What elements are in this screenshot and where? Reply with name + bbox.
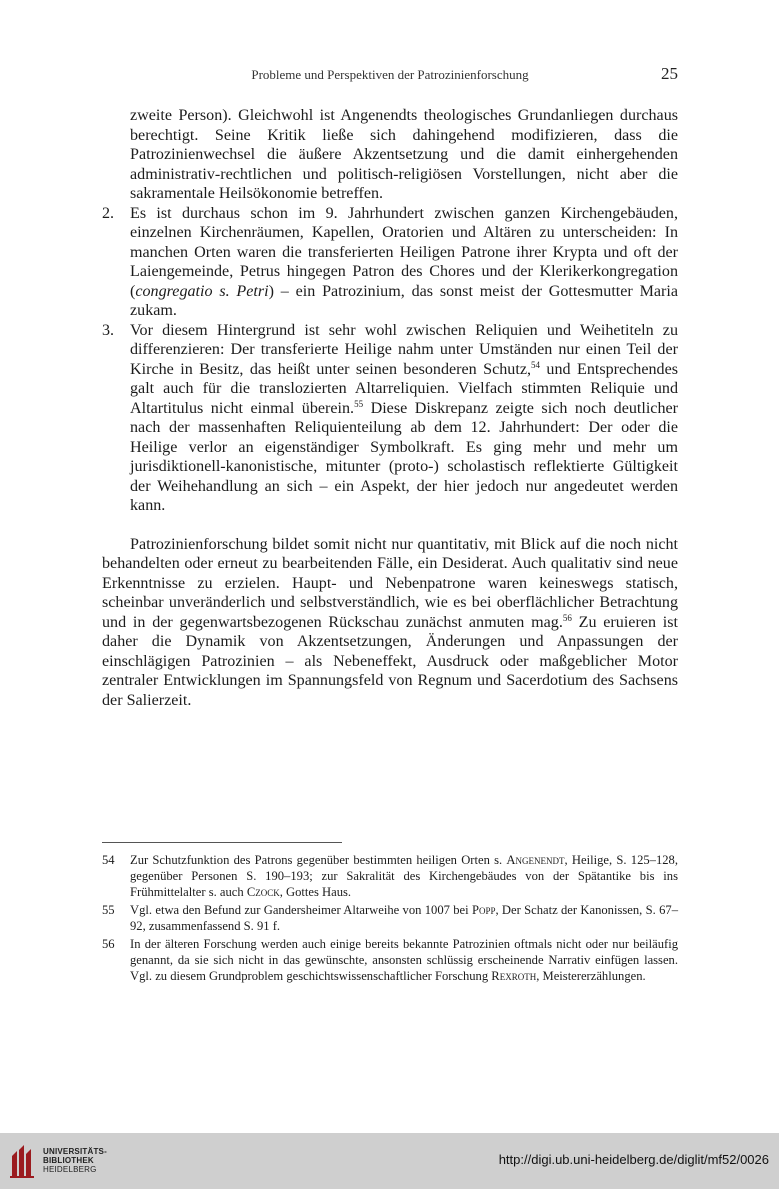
list-item-2 bbox=[102, 204, 678, 321]
running-title: Probleme und Perspektiven der Patrozinienforschung bbox=[251, 67, 529, 82]
item3-text-c: Diese Diskrepanz zeigte sich noch deutlicher nach der massenhaften Reliquienteilung ab dem 12. Jahrhundert: Der oder die Heilige verlor an eigenständiger Symbolkraft. Es ging mehr und mehr um jurisdiktionell-kanonistische, mitunter (proto-) scholastisch reflektierte Gültigkeit der Weihehandlung an sich – ein Aspekt, der hier jedoch nur angedeutet werden kann. bbox=[130, 399, 678, 514]
main-text bbox=[102, 106, 678, 710]
footnote-text: , Heilige, S. 125–128, gegenüber Personen S. 190–193; zur Sakralität des Kirchengebäudes von der Spätantike bis ins Frühmittelalter s. auch bbox=[130, 853, 678, 899]
closing-paragraph bbox=[102, 535, 678, 711]
item2-text-b: ) – ein Patrozinium, das sonst meist der Gottesmutter Maria zukam. bbox=[130, 282, 678, 319]
footnote-author: Rexroth bbox=[491, 969, 537, 983]
footnote-number: 56 bbox=[102, 937, 115, 951]
footnote-author: Czock bbox=[246, 885, 280, 899]
item3-text-b: und Entsprechendes galt auch für die translozierten Altarreliquien. Vielfach stimmten Reliquie und Altartitulus nicht einmal überein. bbox=[130, 360, 678, 417]
footnote-ref-54[interactable]: 54 bbox=[530, 359, 540, 370]
list-number: 3. bbox=[102, 321, 115, 339]
logo-line: UNIVERSITÄTS- bbox=[43, 1147, 107, 1156]
footnote-54 bbox=[102, 852, 678, 900]
paragraph-text-a: Patrozinienforschung bildet somit nicht nur quantitativ, mit Blick auf die noch nicht behandelten oder erneut zu bearbeitenden Fälle, ein Desiderat. Auch qualitativ sind neue Erkenntnisse zu erzielen. Haupt- und Nebenpatrone waren keineswegs statisch, scheinbar unveränderlich und selbstverständlich, wie es bei oberflächlicher Betrachtung und in der gegenwartsbezogenen Rückschau zunächst anmuten mag. bbox=[102, 535, 678, 631]
footnotes bbox=[102, 852, 678, 986]
footnote-text: , Gottes Haus. bbox=[279, 885, 352, 899]
footnote-text: , Meistererzählungen. bbox=[536, 969, 646, 983]
footnote-56 bbox=[102, 936, 678, 984]
footnote-ref-56[interactable]: 56 bbox=[562, 612, 572, 623]
footnote-divider bbox=[102, 842, 342, 843]
viewer-footer-bar bbox=[0, 1133, 779, 1189]
permalink-url[interactable]: http://digi.ub.uni-heidelberg.de/diglit/mf52/0026 bbox=[498, 1152, 769, 1167]
footnote-55 bbox=[102, 902, 678, 934]
footnote-text: Zur Schutzfunktion des Patrons gegenüber bestimmten heiligen Orten s. bbox=[130, 853, 507, 867]
numbered-list bbox=[102, 204, 678, 516]
item1-continuation: zweite Person). Gleichwohl ist Angenendts theologisches Grundanliegen durchaus berechtigt. Seine Kritik ließe sich dahingehend modifizieren, dass die Patrozinienwechsel die äußere Akzentsetzung und die damit einhergehenden administrativ-rechtlichen und politisch-religiösen Vorstellungen, nicht aber die sakramentale Heilsökonomie betreffen. bbox=[130, 107, 678, 202]
item3-text-a: Vor diesem Hintergrund ist sehr wohl zwischen Reliquien und Weihetiteln zu differenzieren: Der transferierte Heilige nahm unter Umständen nur einen Teil der Kirche in Besitz, das heißt unter seinen besonderen Schutz, bbox=[130, 321, 678, 378]
footnote-text: , Der Schatz der Kanonissen, S. 67–92, zusammenfassend S. 91 f. bbox=[130, 903, 678, 933]
paragraph-text-b: Zu eruieren ist daher die Dynamik von Akzentsetzungen, Änderungen und Anpassungen der einschlägigen Patrozinien – als Nebeneffekt, Ausdruck oder maßgeblicher Motor zentraler Entwicklungen im Spannungsfeld von Regnum und Sacerdotium des Sachsens der Salierzeit. bbox=[102, 613, 678, 709]
footnote-ref-55[interactable]: 55 bbox=[354, 398, 364, 409]
library-logo-icon[interactable] bbox=[8, 1142, 38, 1180]
list-number: 2. bbox=[102, 204, 115, 222]
footnote-number: 55 bbox=[102, 903, 115, 917]
footnote-text: Vgl. etwa den Befund zur Gandersheimer Altarweihe von 1007 bei bbox=[130, 903, 472, 917]
logo-line: HEIDELBERG bbox=[43, 1165, 97, 1174]
library-logo-text[interactable] bbox=[43, 1147, 107, 1174]
footnote-author: Popp bbox=[471, 903, 496, 917]
logo-line: BIBLIOTHEK bbox=[43, 1156, 94, 1165]
list-item-3 bbox=[102, 321, 678, 516]
footnote-author: Angenendt bbox=[506, 853, 565, 867]
item2-italic-term: congregatio s. Petri bbox=[135, 282, 269, 300]
footnote-number: 54 bbox=[102, 853, 115, 867]
item2-text-a: Es ist durchaus schon im 9. Jahrhundert zwischen ganzen Kirchengebäuden, einzelnen Kirchenräumen, Kapellen, Oratorien und Altären zu unterscheiden: In manchen Orten waren die transferierten Heiligen Patrone ihrer Krypta und oft der Laiengemeinde, Petrus hingegen Patron des Chores und der Klerikerkongregation ( bbox=[130, 204, 678, 300]
footnote-text: In der älteren Forschung werden auch einige bereits bekannte Patrozinien oftmals nicht oder nur beiläufig genannt, da sie sich nicht in das gewünschte, ansonsten schlüssig erscheinende Narrativ einfügen lassen. Vgl. zu diesem Grundproblem geschichtswissenschaftlicher Forschung bbox=[130, 937, 678, 983]
page-number: 25 bbox=[661, 64, 678, 83]
